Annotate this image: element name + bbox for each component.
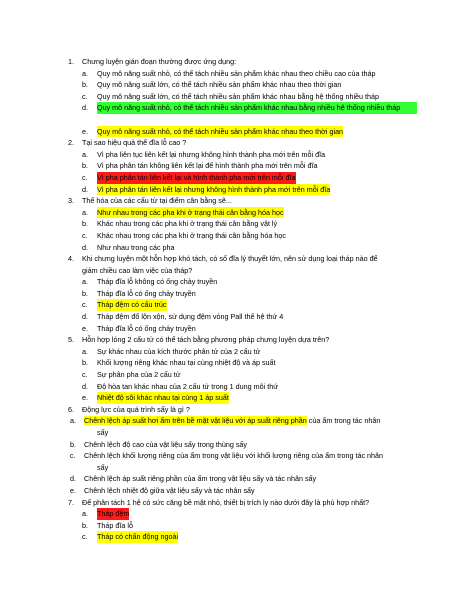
question-text: Thế hóa của các cấu tử tại điểm cân bằng sẽ... <box>82 196 232 206</box>
option-text-highlighted: Như nhau trong các pha khi ở trạng thái cân bằng hóa học <box>97 207 284 217</box>
option-label: a. <box>70 416 76 426</box>
option-text-highlighted: Tháp có chấn động ngoài <box>97 532 179 542</box>
option-label: c. <box>70 451 76 461</box>
option-label: e. <box>82 323 88 333</box>
option-label: c. <box>82 370 88 380</box>
option-label: b. <box>82 288 88 298</box>
question-text-continued: giảm chiều cao làm việc của tháp? <box>82 265 193 275</box>
option-text-highlighted: Quy mô năng suất nhỏ, có thể tách nhiều sản phẩm khác nhau bằng nhiều hệ thống nhiều tháp <box>97 102 417 114</box>
question-4 <box>0 253 474 334</box>
option-text: Tháp đĩa lỗ có ống chảy truyền <box>97 288 196 298</box>
option-text: Khác nhau trong các pha khi ở trạng thái cân bằng hóa học <box>97 230 286 240</box>
question-number: 3. <box>68 196 74 206</box>
option-text-continued: sấy <box>97 428 109 437</box>
question-5 <box>0 334 474 404</box>
option-text-highlighted: Chênh lệch áp suất hơi ẩm trên bề mặt vật liệu với áp suất riêng phần <box>84 416 307 426</box>
question-number: 6. <box>68 404 74 414</box>
option-text: Độ hòa tan khác nhau của 2 cấu tử trong 1 dung môi thứ <box>97 381 279 391</box>
option-label: d. <box>82 242 88 252</box>
option-label: c. <box>82 532 88 542</box>
question-number: 5. <box>68 335 74 345</box>
option-label: b. <box>82 80 88 90</box>
question-text: Hỗn hợp lỏng 2 cấu tử có thể tách bằng phương pháp chưng luyện dựa trên? <box>82 335 330 345</box>
option-text: Vì pha phân tán không liên kết lại để hình thành pha mới trên mỗi đĩa <box>97 161 318 171</box>
option-text: Tháp đệm đổ lộn xộn, sử dụng đệm vòng Pall thế hệ thứ 4 <box>97 312 284 322</box>
option-label: d. <box>70 474 76 484</box>
option-label: c. <box>82 172 88 182</box>
option-text-highlighted: Tháp đệm <box>97 509 130 519</box>
option-text-highlighted: Vì pha phân tán liên kết lại nhưng không hình thành pha mới trên mỗi đĩa <box>97 184 331 194</box>
question-text: Chưng luyện gián đoạn thường được ứng dụng: <box>82 57 237 66</box>
option-text: Tháp đĩa lỗ <box>97 520 133 530</box>
option-label: b. <box>82 161 88 171</box>
option-text: Sự phân pha của 2 cấu tử <box>97 370 181 380</box>
option-label: a. <box>82 207 88 217</box>
option-label: c. <box>82 91 88 101</box>
question-number: 7. <box>68 497 74 507</box>
option-label: d. <box>82 103 88 113</box>
option-label: a. <box>82 277 88 287</box>
option-text-highlighted: Quy mô năng suất nhỏ, có thể tách nhiều sản phẩm khác nhau theo thời gian <box>97 126 344 136</box>
option-text: Quy mô năng suất lớn, có thể tách nhiều sản phẩm khác nhau bằng hệ thống nhiều tháp <box>97 91 380 101</box>
option-text <box>84 450 383 473</box>
option-label: b. <box>82 219 88 229</box>
option-label: a. <box>82 509 88 519</box>
question-text: Để phân tách 1 hệ có sức căng bề mặt nhỏ, thiết bị trích ly nào dưới đây là phù hợp nhất? <box>82 497 370 507</box>
option-text: Tháp đĩa lỗ có ống chảy truyền <box>97 323 196 333</box>
option-label: d. <box>82 381 88 391</box>
option-label: c. <box>82 300 88 310</box>
question-text: Động lực của quá trình sấy là gì ? <box>82 404 190 414</box>
option-text-line: Chênh lệch khối lượng riêng của ẩm trong vật liệu với khối lượng riêng của ẩm trong tác nhân <box>84 451 384 461</box>
question-number: 1. <box>68 57 74 66</box>
question-number: 4. <box>68 254 74 264</box>
question-text: Khi chưng luyện một hỗn hợp khó tách, có số đĩa lý thuyết lớn, nên sử dụng loại tháp nào để <box>82 254 378 264</box>
question-1 <box>0 56 474 137</box>
question-7 <box>0 497 474 543</box>
question-3 <box>0 195 474 253</box>
option-text: Như nhau trong các pha <box>97 242 175 252</box>
option-text: Quy mô năng suất nhỏ, có thể tách nhiều sản phẩm khác nhau theo chiều cao của tháp <box>97 68 376 78</box>
option-label: c. <box>82 230 88 240</box>
question-2 <box>0 137 474 195</box>
option-label: a. <box>82 68 88 78</box>
option-label: b. <box>70 439 76 449</box>
option-label: e. <box>82 393 88 403</box>
option-label: d. <box>82 184 88 194</box>
option-text: Tháp đĩa lỗ không có ống chảy truyền <box>97 277 218 287</box>
option-text: Khác nhau trong các pha khi ở trạng thái cân bằng vật lý <box>97 219 278 229</box>
option-text: Sự khác nhau của kích thước phân tử của 2 cấu tử <box>97 346 261 356</box>
option-text-highlighted: Tháp đệm có cấu trúc <box>97 300 167 310</box>
question-text: Tại sao hiệu quả thể đĩa lỗ cao ? <box>82 138 187 148</box>
question-6 <box>0 404 474 497</box>
option-label: b. <box>82 358 88 368</box>
option-label: a. <box>82 149 88 159</box>
option-text: Chênh lệch nhiệt độ giữa vật liệu sấy và tác nhân sấy <box>84 485 255 495</box>
option-label: e. <box>70 485 76 495</box>
document-page <box>0 56 474 543</box>
option-text: Khối lượng riêng khác nhau tại cùng nhiệt độ và áp suất <box>97 358 276 368</box>
option-label: e. <box>82 126 88 136</box>
option-label: d. <box>82 312 88 322</box>
option-text: Quy mô năng suất lớn, có thể tách nhiều sản phẩm khác nhau theo thời gian <box>97 80 342 90</box>
option-text <box>84 415 380 438</box>
option-label: b. <box>82 520 88 530</box>
option-label: a. <box>82 346 88 356</box>
option-text-highlighted: Vì pha phân tán liên kết lại và hình thành pha mới trên mỗi đĩa <box>97 172 296 182</box>
option-text-highlighted: Nhiệt độ sôi khác nhau tại cùng 1 áp suất <box>97 393 229 403</box>
option-text: Vì pha liên tục liên kết lại nhưng không hình thành pha mới trên mỗi đĩa <box>97 149 326 159</box>
option-text-continued: sấy <box>97 462 109 472</box>
option-text: Chênh lệch áp suất riêng phần của ẩm trong vật liệu sấy và tác nhân sấy <box>84 474 317 484</box>
question-number: 2. <box>68 138 74 148</box>
option-text: Chênh lệch độ cao của vật liệu sấy trong thùng sấy <box>84 439 248 449</box>
option-text-rest: của ẩm trong tác nhân <box>306 416 381 426</box>
